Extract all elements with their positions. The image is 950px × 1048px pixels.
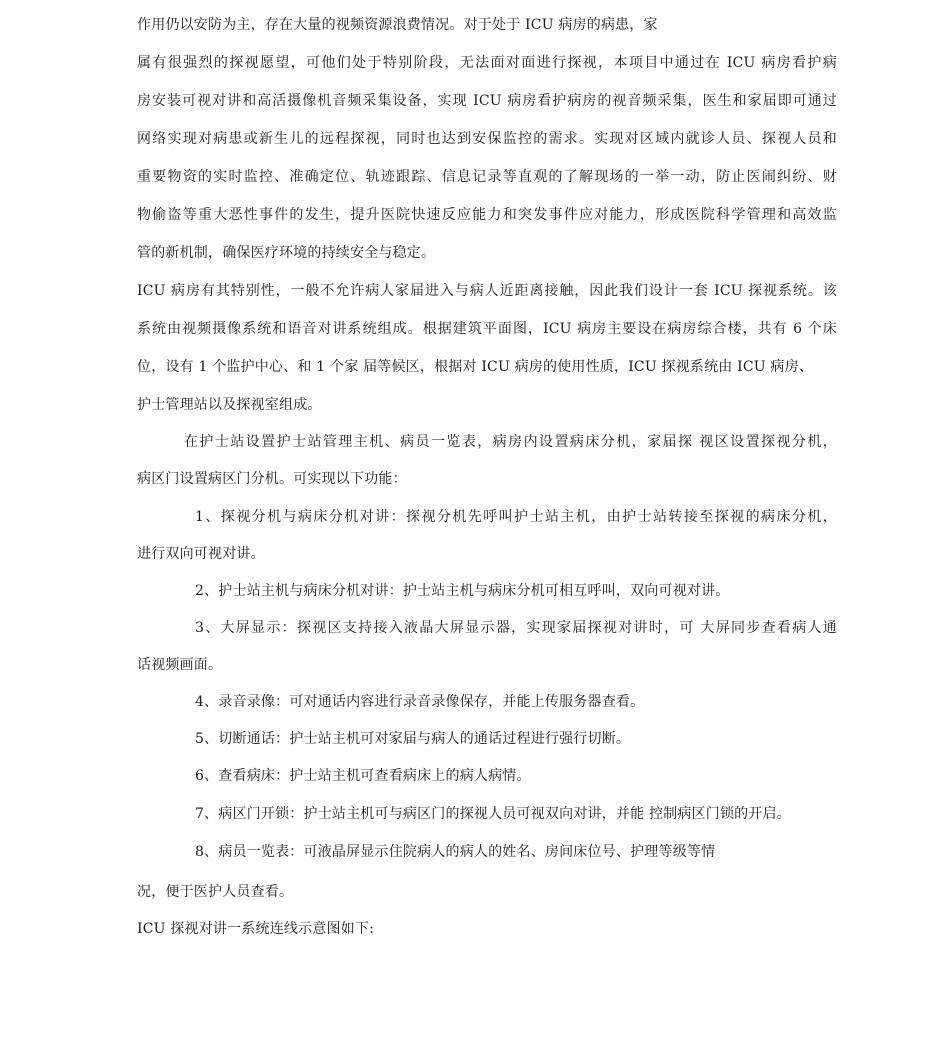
feature-item-1: 1、探视分机与病床分机对讲：探视分机先呼叫护士站主机，由护士站转接至探视的病床分机，	[195, 509, 837, 525]
body-text-line: 作用仍以安防为主，存在大量的视频资源浪费情况。对于处于 ICU 病房的病患，家	[137, 17, 658, 33]
diagram-caption: ICU 探视对讲一系统连线示意图如下:	[137, 921, 375, 937]
feature-item-4: 4、录音录像：可对通话内容进行录音录像保存，并能上传服务器查看。	[195, 694, 645, 710]
body-text-line: 位，设有 1 个监护中心、和 1 个家 届等候区，根据对 ICU 病房的使用性质，ICU 探视系统由 ICU 病房、	[137, 359, 814, 375]
feature-item-5: 5、切断通话：护士站主机可对家届与病人的通话过程进行强行切断。	[195, 731, 631, 747]
body-text-line: 管的新机制，确保医疗环境的持续安全与稳定。	[137, 245, 436, 261]
body-text-line: 属有很强烈的探视愿望，可他们处于特别阶段，无法面对面进行探视，本项目中通过在 ICU 病房看护病	[137, 55, 837, 71]
body-text-line: 在护士站设置护士站管理主机、病员一览表，病房内设置病床分机，家届探 视区设置探视分机，	[184, 434, 837, 450]
feature-item-7: 7、病区门开锁：护士站主机可与病区门的探视人员可视双向对讲，并能 控制病区门锁的开启。	[195, 806, 791, 822]
feature-item-8-cont: 况，便于医护人员查看。	[137, 884, 294, 900]
body-text-line: ICU 病房有其特别性，一般不允许病人家届进入与病人近距离接触，因此我们设计一套 ICU 探视系统。该	[137, 283, 837, 299]
body-text-line: 病区门设置病区门分机。可实现以下功能：	[137, 471, 407, 487]
feature-item-2: 2、护士站主机与病床分机对讲：护士站主机与病床分机可相互呼叫，双向可视对讲。	[195, 583, 730, 599]
body-text-line: 系统由视频摄像系统和语音对讲系统组成。根据建筑平面图，ICU 病房主要设在病房综合楼，共有 6 个床	[137, 321, 837, 337]
feature-item-1-cont: 进行双向可视对讲。	[137, 546, 265, 562]
feature-item-8: 8、病员一览表：可液晶屏显示住院病人的病人的姓名、房间床位号、护理等级等情	[195, 844, 716, 860]
body-text-line: 物偷盗等重大恶性事件的发生，提升医院快速反应能力和突发事件应对能力，形成医院科学管理和高效监	[137, 207, 837, 223]
body-text-line: 重要物资的实时监控、准确定位、轨迹跟踪、信息记录等直观的了解现场的一举一动，防止医闹纠纷、财	[137, 169, 837, 185]
feature-item-3-cont: 话视频画面。	[137, 657, 223, 673]
feature-item-6: 6、查看病床：护士站主机可查看病床上的病人病情。	[195, 768, 531, 784]
feature-item-3: 3、大屏显示：探视区支持接入液晶大屏显示器，实现家届探视对讲时，可 大屏同步查看病人通	[195, 620, 837, 636]
body-text-line: 网络实现对病患或新生儿的远程探视，同时也达到安保监控的需求。实现对区域内就诊人员、探视人员和	[137, 131, 837, 147]
body-text-line: 护士管理站以及探视室组成。	[137, 397, 322, 413]
document-page	[137, 0, 837, 1048]
body-text-line: 房安装可视对讲和高活摄像机音频采集设备，实现 ICU 病房看护病房的视音频采集，医生和家届即可通过	[137, 93, 837, 109]
